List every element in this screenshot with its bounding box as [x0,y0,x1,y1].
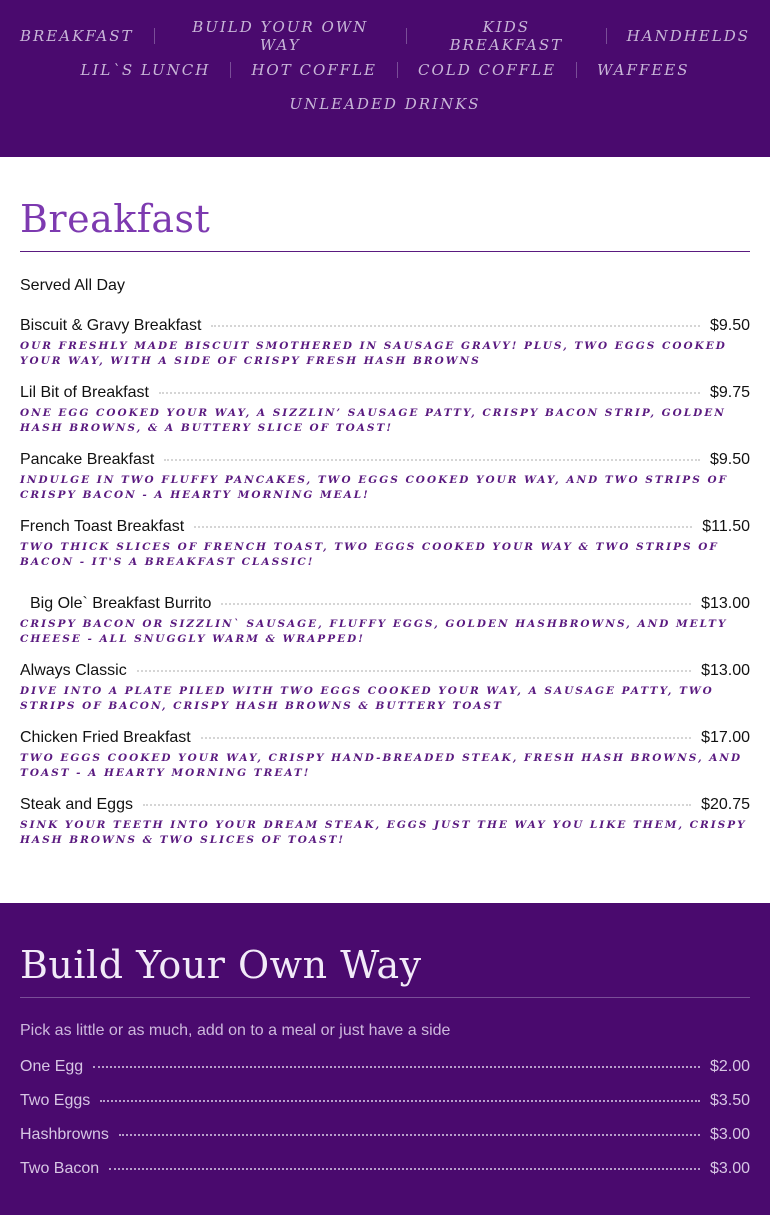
menu-item-name: Steak and Eggs [20,796,133,813]
menu-item [20,1160,750,1178]
menu-item [20,518,750,570]
dotted-leader [93,1066,700,1068]
dotted-leader [211,325,700,327]
nav-link-handhelds[interactable]: HANDHELDS [626,27,751,45]
category-nav [0,0,770,157]
menu-item-description: CRISPY BACON OR SIZZLIN` SAUSAGE, FLUFFY EGGS, GOLDEN HASHBROWNS, AND MELTY CHEESE - ALL SNUGGLY WARM & WRAPPED! [20,618,728,645]
menu-item-description: DIVE INTO A PLATE PILED WITH TWO EGGS COOKED YOUR WAY, A SAUSAGE PATTY, TWO STRIPS OF BACON, CRISPY HASH BROWNS & BUTTERY TOAST [20,685,714,712]
nav-row [0,18,770,54]
menu-item-price: $11.50 [702,518,750,535]
menu-item-price: $9.75 [709,384,750,401]
section-title: Build Your Own Way [20,943,750,998]
menu-item-price: $13.00 [701,595,750,612]
menu-item-name: Pancake Breakfast [20,451,155,468]
dotted-leader [137,670,691,672]
menu-item [20,317,750,369]
menu-item-price: $9.50 [709,317,750,334]
menu-item-price: $3.00 [709,1126,750,1143]
menu-item-row [20,384,750,402]
menu-item [20,1126,750,1144]
menu-item [20,729,750,781]
menu-item-row [20,796,750,814]
nav-link-build-your-own-way[interactable]: BUILD YOUR OWN WAY [192,18,369,54]
menu-item-name: French Toast Breakfast [20,518,185,535]
menu-item [20,384,750,436]
menu-item-description: TWO EGGS COOKED YOUR WAY, CRISPY HAND-BREADED STEAK, FRESH HASH BROWNS, AND TOAST - A HEARTY MORNING TREAT! [20,752,743,779]
menu-item-name: Biscuit & Gravy Breakfast [20,317,202,334]
menu-item-row [20,729,750,747]
section-subtitle: Pick as little or as much, add on to a meal or just have a side [20,1022,451,1039]
dotted-leader [143,804,691,806]
menu-item-price: $3.50 [709,1092,750,1109]
nav-row [0,56,770,84]
menu-item-name: Lil Bit of Breakfast [20,384,149,401]
menu-item [20,451,750,503]
dotted-leader [221,603,691,605]
menu-item [20,1058,750,1076]
menu-item-name: Two Bacon [20,1160,100,1177]
nav-link-breakfast[interactable]: BREAKFAST [19,27,134,45]
menu-item-name: One Egg [20,1058,84,1075]
dotted-leader [194,526,692,528]
menu-item-description: SINK YOUR TEETH INTO YOUR DREAM STEAK, EGGS JUST THE WAY YOU LIKE THEM, CRISPY HASH BROWNS & TWO SLICES OF TOAST! [20,819,747,846]
menu-item-description: TWO THICK SLICES OF FRENCH TOAST, TWO EGGS COOKED YOUR WAY & TWO STRIPS OF BACON - IT'S A BREAKFAST CLASSIC! [20,541,719,568]
menu-item [20,595,750,647]
menu-item-price: $20.75 [701,796,750,813]
menu-item-description: OUR FRESHLY MADE BISCUIT SMOTHERED IN SAUSAGE GRAVY! PLUS, TWO EGGS COOKED YOUR WAY, WITH A SIDE OF CRISPY FRESH HASH BROWNS [20,340,727,367]
menu-item-name: Chicken Fried Breakfast [20,729,191,746]
menu-item-row [20,317,750,335]
menu-item-row [20,662,750,680]
menu-item-row [20,518,750,536]
menu-item [20,796,750,848]
build-your-own-section [0,903,770,1215]
dotted-leader [100,1100,700,1102]
nav-link-lils-lunch[interactable]: LIL`S LUNCH [80,61,211,79]
breakfast-section [0,157,770,903]
menu-item-name: Always Classic [20,662,127,679]
section-title: Breakfast [20,197,750,252]
nav-link-kids-breakfast[interactable]: KIDS BREAKFAST [449,18,564,54]
nav-link-cold-coffle[interactable]: COLD COFFLE [417,61,557,79]
nav-link-hot-coffle[interactable]: HOT COFFLE [251,61,377,79]
menu-item-description: INDULGE IN TWO FLUFFY PANCAKES, TWO EGGS COOKED YOUR WAY, AND TWO STRIPS OF CRISPY BACON - A HEARTY MORNING MEAL! [20,474,729,501]
menu-item-name: Big Ole` Breakfast Burrito [30,595,212,612]
nav-row [0,90,770,118]
dotted-leader [119,1134,700,1136]
dotted-leader [164,459,700,461]
menu-item-price: $3.00 [709,1160,750,1177]
menu-item-name: Hashbrowns [20,1126,109,1143]
menu-item [20,662,750,714]
menu-item-price: $9.50 [709,451,750,468]
nav-link-unleaded-drinks[interactable]: UNLEADED DRINKS [289,95,481,113]
section-subtitle: Served All Day [20,277,125,294]
menu-item-row [20,595,750,613]
menu-item-row [20,451,750,469]
menu-item-price: $2.00 [709,1058,750,1075]
dotted-leader [159,392,700,394]
menu-item-name: Two Eggs [20,1092,91,1109]
dotted-leader [201,737,691,739]
nav-link-waffees[interactable]: WAFFEES [597,61,690,79]
menu-item-price: $13.00 [701,662,750,679]
menu-item [20,1092,750,1110]
dotted-leader [109,1168,700,1170]
menu-item-price: $17.00 [701,729,750,746]
menu-item-description: ONE EGG COOKED YOUR WAY, A SIZZLIN’ SAUSAGE PATTY, CRISPY BACON STRIP, GOLDEN HASH BROWNS, & A BUTTERY SLICE OF TOAST! [20,407,726,434]
